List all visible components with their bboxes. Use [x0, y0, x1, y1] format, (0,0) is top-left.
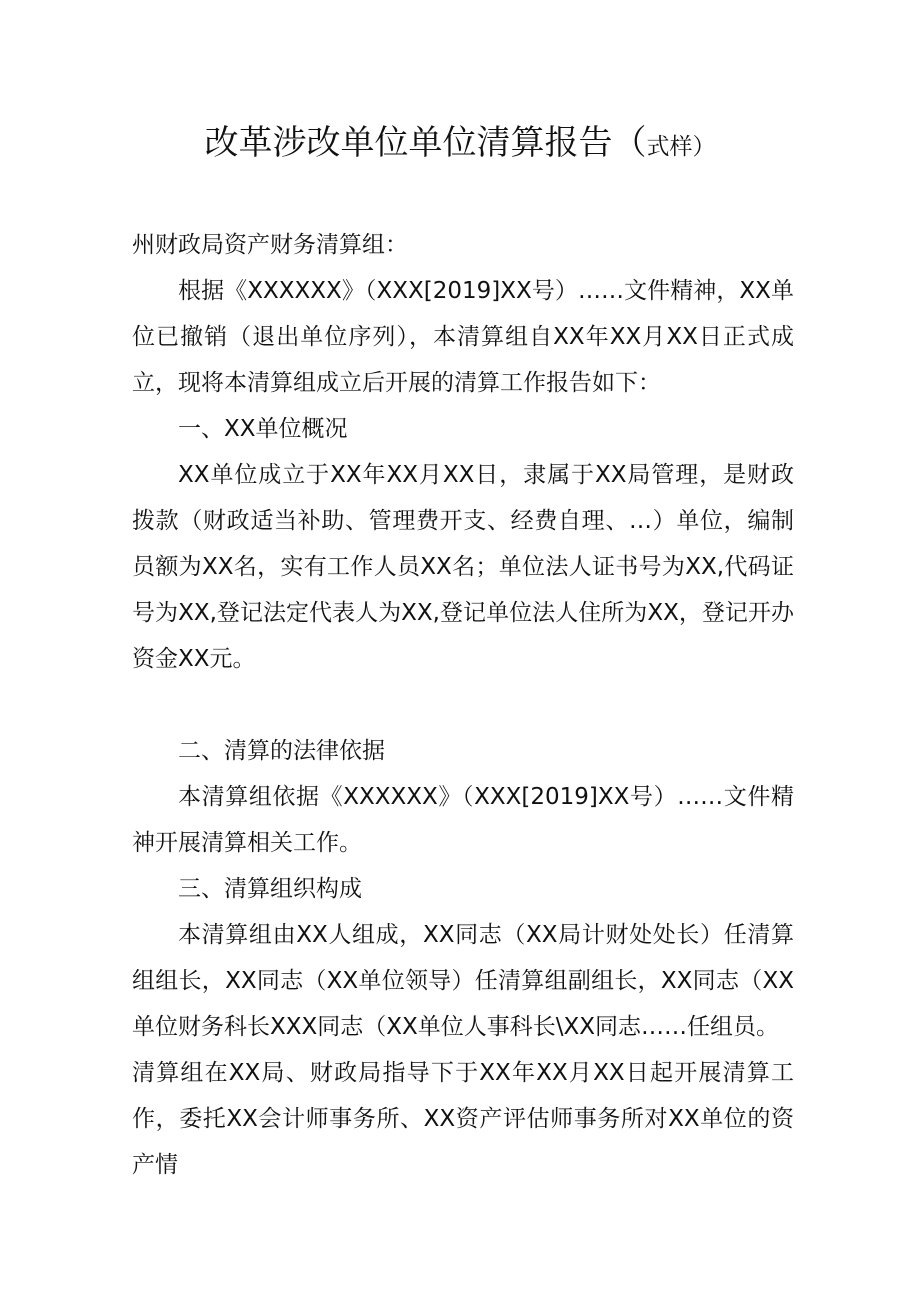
- legal-basis-paragraph: 本清算组依据《XXXXXX》（XXX[2019]XX号）……文件精神开展清算相关工作。: [132, 784, 794, 856]
- blank-line: [132, 682, 794, 728]
- section-heading-overview: 一、XX单位概况: [178, 416, 348, 442]
- intro-paragraph: 根据《XXXXXX》（XXX[2019]XX号）……文件精神，XX单位已撤销（退出单位序列），本清算组自XX年XX月XX日正式成立，现将本清算组成立后开展的清算工作报告如下：: [132, 278, 794, 396]
- addressee: 州财政局资产财务清算组：: [132, 232, 408, 258]
- overview-paragraph: XX单位成立于XX年XX月XX日，隶属于XX局管理，是财政拨款（财政适当补助、管理费开支、经费自理、…）单位，编制员额为XX名，实有工作人员XX名；单位法人证书号为XX,代码证号为XX,登记法定代表人为XX,登记单位法人住所为XX，登记开办资金XX元。: [132, 462, 794, 672]
- title-suffix: 式样）: [646, 134, 716, 160]
- section-heading-organization: 三、清算组织构成: [178, 876, 362, 902]
- title-main: 改革涉改单位单位清算报告（: [204, 123, 647, 163]
- organization-paragraph-continued: 清算组在XX局、财政局指导下于XX年XX月XX日起开展清算工作，委托XX会计师事务所、XX资产评估师事务所对XX单位的资产情: [132, 1060, 794, 1178]
- document-body: [132, 222, 794, 1188]
- organization-paragraph: 本清算组由XX人组成，XX同志（XX局计财处处长）任清算组组长，XX同志（XX单位领导）任清算组副组长，XX同志（XX单位财务科长XXX同志（XX单位人事科长\XX同志……任组员。: [132, 922, 794, 1040]
- section-heading-legal-basis: 二、清算的法律依据: [178, 738, 385, 764]
- document-title: [0, 118, 920, 172]
